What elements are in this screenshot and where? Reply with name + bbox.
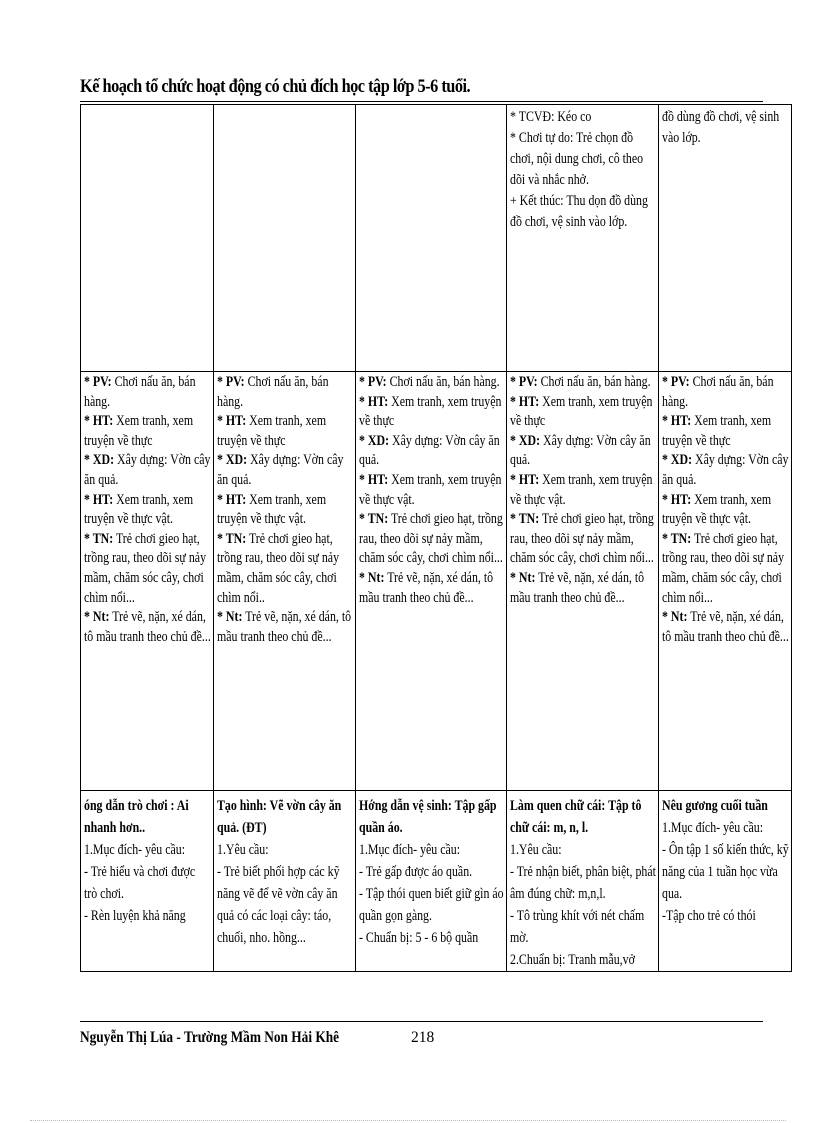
- cell-line-text: Trẻ chơi gieo hạt, trồng rau, theo dõi sự nảy mầm, chăm sóc cây, chơi chìm nổi...: [662, 530, 785, 606]
- cell-line-label: * PV:: [359, 374, 387, 390]
- table-cell: [214, 372, 356, 791]
- cell-line: [662, 491, 789, 530]
- cell-line: - Trẻ gấp được áo quần.: [359, 864, 473, 880]
- cell-line-text: Xem tranh, xem truyện về thực: [662, 413, 772, 449]
- table-cell: [356, 105, 507, 372]
- cell-line-text: Xem tranh, xem truyện về thực vật.: [510, 471, 653, 508]
- cell-line: [662, 412, 789, 451]
- cell-line: [217, 491, 353, 530]
- title-underline: [80, 101, 763, 102]
- cell-line-label: * Nt:: [84, 609, 110, 626]
- cell-line: - Trẻ nhận biết, phân biệt, phát âm đúng chữ: m,n,l.: [510, 864, 656, 902]
- table-cell: [81, 105, 214, 372]
- cell-line-label: * TN:: [84, 530, 114, 547]
- cell-line-text: Chơi nấu ăn, bán hàng.: [662, 374, 774, 410]
- cell-line: [359, 393, 504, 432]
- table-cell: [214, 791, 356, 972]
- footer-rule: [80, 1021, 763, 1022]
- cell-line-label: * Nt:: [662, 609, 688, 626]
- cell-line-text: Chơi nấu ăn, bán hàng.: [537, 374, 651, 390]
- footer-author: Nguyễn Thị Lúa - Trường Mầm Non Hải Khê: [80, 1029, 340, 1046]
- table-cell: [356, 791, 507, 972]
- cell-line-label: * Nt:: [217, 609, 243, 626]
- cell-line-label: * HT:: [662, 413, 692, 430]
- cell-line-label: * TN:: [662, 530, 692, 547]
- cell-line: - Rèn luyện khả năng: [84, 908, 186, 924]
- cell-line-label: * XD:: [359, 432, 390, 449]
- cell-line-label: * PV:: [84, 374, 112, 390]
- cell-line-label: * TN:: [359, 511, 389, 528]
- cell-line: - Chuẩn bị: 5 - 6 bộ quần: [359, 930, 479, 946]
- cell-line-text: Xem tranh, xem truyện về thực: [217, 413, 327, 449]
- cell-line: * Chơi tự do: Trẻ chọn đồ chơi, nội dung chơi, cô theo dõi và nhắc nhở.: [510, 130, 644, 188]
- cell-line-text: Trẻ chơi gieo hạt, trồng rau, theo dõi sự nảy mầm, chăm sóc cây, chơi chìm nổi..: [217, 530, 340, 606]
- cell-line-text: Trẻ vẽ, nặn, xé dán, tô mầu tranh theo chủ đề...: [359, 569, 494, 606]
- table-cell: [356, 372, 507, 791]
- cell-line: + Kết thúc: Thu dọn đồ dùng đồ chơi, vệ sinh vào lớp.: [510, 193, 648, 230]
- cell-line: 1.Yêu cầu:: [510, 842, 562, 858]
- cell-line-text: Trẻ vẽ, nặn, xé dán, tô mầu tranh theo chủ đề...: [84, 609, 211, 645]
- table-cell: [507, 791, 659, 972]
- cell-line-text: Xem tranh, xem truyện về thực: [359, 393, 502, 430]
- cell-line-text: Xem tranh, xem truyện về thực vật.: [359, 471, 502, 508]
- cell-line-label: * HT:: [359, 393, 389, 410]
- cell-line-text: Trẻ vẽ, nặn, xé dán, tô mầu tranh theo chủ đề...: [510, 569, 645, 606]
- table-cell: [659, 791, 792, 972]
- cell-line-text: Xem tranh, xem truyện về thực vật.: [217, 491, 327, 528]
- cell-line-label: * PV:: [510, 374, 538, 390]
- table-cell: [659, 372, 792, 791]
- cell-line: [359, 471, 504, 510]
- cell-line-label: * PV:: [662, 374, 690, 390]
- cell-line: 2.Chuẩn bị: Tranh mẫu,vở: [510, 952, 635, 968]
- table-cell: [214, 105, 356, 372]
- cell-line-text: Xây dựng: Vờn cây ăn quả.: [84, 452, 211, 488]
- cell-line: [510, 432, 656, 471]
- cell-line: * TCVĐ: Kéo co: [510, 109, 592, 125]
- activity-plan-table: [80, 104, 792, 972]
- cell-line: [662, 795, 789, 817]
- cell-line: [217, 795, 353, 839]
- cell-line: - Trẻ biết phối hợp các kỹ năng vẽ để vẽ vờn cây ăn quả có các loại cây: táo, chuối, nho. hồng...: [217, 864, 340, 946]
- cell-line-label: * HT:: [359, 471, 389, 488]
- cell-line: [84, 373, 211, 412]
- cell-line-text: Xây dựng: Vờn cây ăn quả.: [510, 432, 651, 469]
- cell-line-text: Trẻ chơi gieo hạt, trồng rau, theo dõi sự nảy mầm, chăm sóc cây, chơi chìm nổi...: [84, 530, 207, 606]
- cell-line-text: Xem tranh, xem truyện về thực: [510, 393, 653, 430]
- cell-line-label: * HT:: [662, 491, 692, 508]
- page-number: 218: [411, 1029, 435, 1046]
- cell-line: - Trẻ hiểu và chơi được trò chơi.: [84, 864, 196, 902]
- cell-line-text: Trẻ vẽ, nặn, xé dán, tô mầu tranh theo chủ đề...: [217, 609, 352, 645]
- cell-line-label: * Nt:: [359, 569, 385, 586]
- cell-line-label: * HT:: [84, 491, 114, 508]
- cell-line-text: Trẻ vẽ, nặn, xé dán, tô mầu tranh theo chủ đề...: [662, 609, 789, 645]
- cell-line-label: óng dẫn trò chơi : Ai nhanh hơn..: [84, 798, 189, 836]
- cell-line-text: Xem tranh, xem truyện về thực: [84, 413, 194, 449]
- cell-line: [84, 608, 211, 647]
- cell-line-label: * HT:: [217, 413, 247, 430]
- cell-line-label: Nêu gương cuối tuần: [662, 798, 768, 814]
- cell-line: [217, 451, 353, 490]
- cell-line-label: * TN:: [217, 530, 247, 547]
- cell-line-label: * PV:: [217, 374, 245, 390]
- cell-line-text: Trẻ chơi gieo hạt, trồng rau, theo dõi sự nảy mầm, chăm sóc cây, chơi chìm nổi...: [359, 511, 503, 567]
- table-row: [81, 791, 792, 972]
- cell-line-text: Xây dựng: Vờn cây ăn quả.: [359, 432, 500, 469]
- cell-line-text: Trẻ chơi gieo hạt, trồng rau, theo dõi sự nảy mầm, chăm sóc cây, chơi chìm nổi...: [510, 511, 654, 567]
- cell-line: [217, 412, 353, 451]
- cell-line: [217, 608, 353, 647]
- cell-line-label: * HT:: [510, 471, 540, 488]
- cell-line: [359, 432, 504, 471]
- cell-line-text: Xem tranh, xem truyện về thực vật.: [662, 491, 772, 528]
- cell-line: 1.Mục đích- yêu cầu:: [84, 842, 186, 858]
- table-row: [81, 105, 792, 372]
- cell-line-label: * XD:: [662, 452, 693, 469]
- cell-line-label: * TN:: [510, 511, 540, 528]
- cell-line: -Tập cho trẻ có thói: [662, 908, 756, 924]
- cell-line: [662, 451, 789, 490]
- cell-line-text: Xây dựng: Vờn cây ăn quả.: [662, 452, 789, 488]
- cell-line: 1.Yêu cầu:: [217, 842, 269, 858]
- cell-line: [84, 795, 211, 839]
- table-cell: [659, 105, 792, 372]
- cell-line-text: Xem tranh, xem truyện về thực vật.: [84, 491, 194, 528]
- cell-line: [359, 510, 504, 569]
- cell-line-label: * HT:: [84, 413, 114, 430]
- cell-line-label: * HT:: [510, 393, 540, 410]
- cell-line-label: * Nt:: [510, 569, 536, 586]
- cell-line-label: Làm quen chữ cái: Tập tô chữ cái: m, n, l.: [510, 798, 642, 836]
- table-cell: [81, 791, 214, 972]
- cell-line: [359, 373, 504, 393]
- cell-line: [510, 510, 656, 569]
- cell-line: [662, 530, 789, 608]
- cell-line: [510, 393, 656, 432]
- cell-line: [84, 530, 211, 608]
- cell-line: [662, 608, 789, 647]
- cell-line-text: Chơi nấu ăn, bán hàng.: [84, 374, 196, 410]
- table-cell: [81, 372, 214, 791]
- cell-line: [217, 530, 353, 608]
- cell-line: [217, 373, 353, 412]
- cell-line: [510, 471, 656, 510]
- cell-line: - Tập thói quen biết giữ gìn áo quần gọn gàng.: [359, 886, 504, 924]
- cell-line: [359, 569, 504, 608]
- cell-line: [359, 795, 504, 839]
- cell-line: 1.Mục đích- yêu cầu:: [359, 842, 461, 858]
- cell-line-text: Chơi nấu ăn, bán hàng.: [217, 374, 329, 410]
- cell-line: [510, 795, 656, 839]
- cell-line: - Ôn tập 1 số kiến thức, kỹ năng của 1 tuần học vừa qua.: [662, 842, 789, 902]
- cell-line: 1.Mục đích- yêu cầu:: [662, 820, 764, 836]
- cell-line-label: * XD:: [84, 452, 115, 469]
- cell-line: [84, 451, 211, 490]
- cell-line: [510, 569, 656, 608]
- cell-line-label: Tạo hình: Vẽ vờn cây ăn quả. (ĐT): [217, 798, 342, 836]
- cell-line: [84, 412, 211, 451]
- page-bottom-dotted-line: [30, 1120, 786, 1121]
- cell-line-text: Xây dựng: Vờn cây ăn quả.: [217, 452, 344, 488]
- table-cell: [507, 105, 659, 372]
- document-title: Kế hoạch tổ chức hoạt động có chủ đích học tập lớp 5-6 tuổi.: [80, 76, 471, 97]
- cell-line: [662, 373, 789, 412]
- cell-line: [84, 491, 211, 530]
- cell-line-label: * XD:: [217, 452, 248, 469]
- table-row: [81, 372, 792, 791]
- cell-line: - Tô trùng khít với nét chấm mờ.: [510, 908, 645, 946]
- cell-line: [510, 373, 656, 393]
- cell-line-label: Hớng dẫn vệ sinh: Tập gấp quần áo.: [359, 798, 497, 836]
- cell-line: đồ dùng đồ chơi, vệ sinh vào lớp.: [662, 109, 780, 146]
- table-cell: [507, 372, 659, 791]
- cell-line-text: Chơi nấu ăn, bán hàng.: [386, 374, 500, 390]
- cell-line-label: * HT:: [217, 491, 247, 508]
- cell-line-label: * XD:: [510, 432, 541, 449]
